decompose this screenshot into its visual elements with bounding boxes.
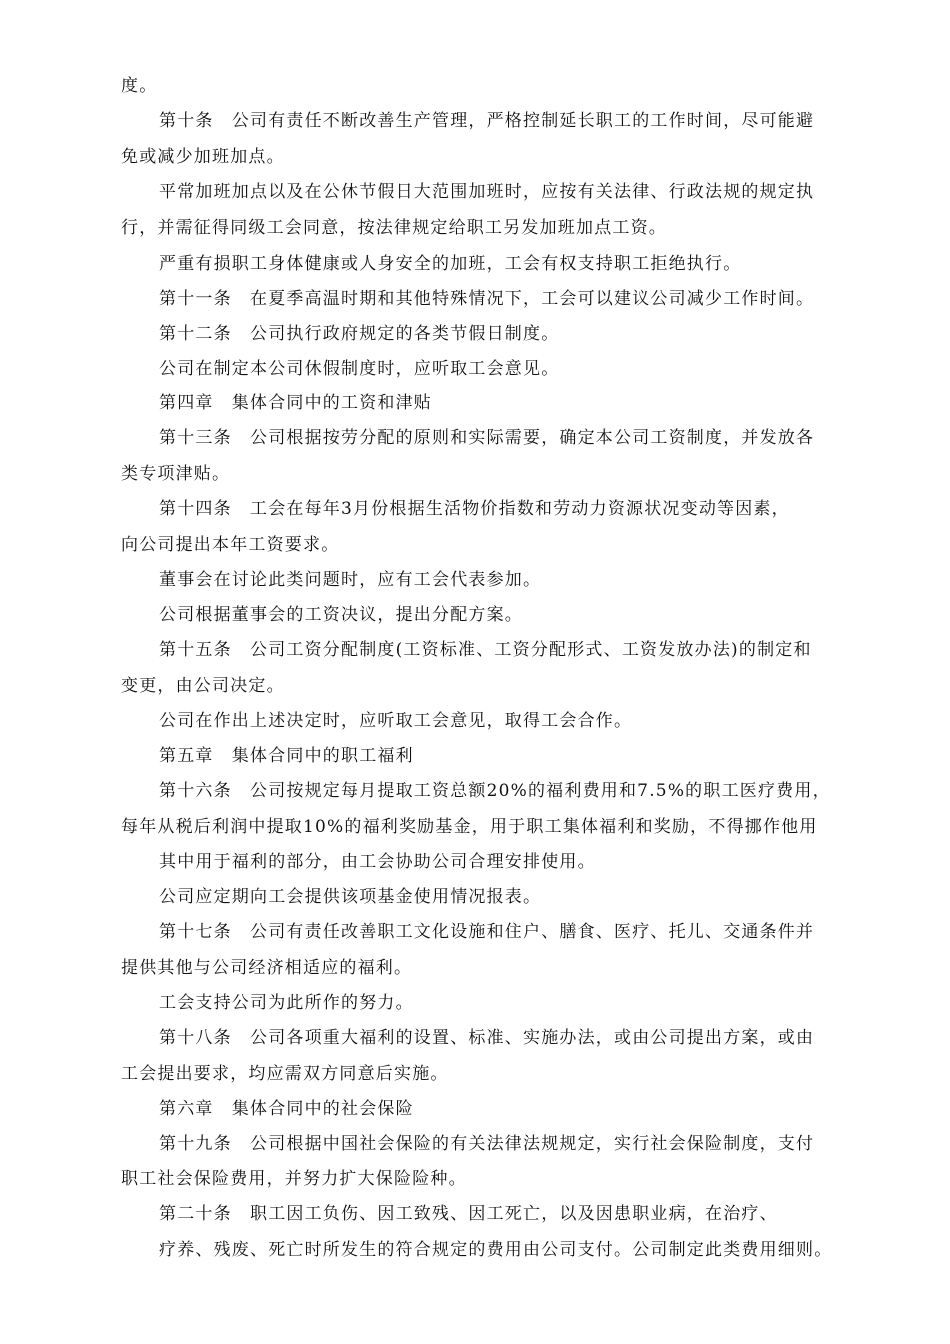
text-line: 第十一条 在夏季高温时期和其他特殊情况下，工会可以建议公司减少工作时间。 [159, 289, 815, 309]
chapter-heading: 第五章 集体合同中的职工福利 [159, 746, 414, 766]
text-line: 公司应定期向工会提供该项基金使用情况报表。 [159, 887, 542, 907]
text-line: 第二十条 职工因工负伤、因工致残、因工死亡，以及因患职业病，在治疗、 [159, 1204, 778, 1224]
text-line: 工会提出要求，均应需双方同意后实施。 [121, 1064, 449, 1084]
text-line: 公司在制定本公司休假制度时，应听取工会意见。 [159, 359, 560, 379]
text-line: 提供其他与公司经济相适应的福利。 [121, 958, 413, 978]
text-line: 职工社会保险费用，并努力扩大保险险种。 [121, 1169, 467, 1189]
text-line: 免或减少加班加点。 [121, 147, 285, 167]
text-line: 董事会在讨论此类问题时，应有工会代表参加。 [159, 570, 542, 590]
text-line: 公司根据董事会的工资决议，提出分配方案。 [159, 605, 523, 625]
text-line: 第十条 公司有责任不断改善生产管理，严格控制延长职工的工作时间，尽可能避 [159, 111, 815, 131]
chapter-heading: 第六章 集体合同中的社会保险 [159, 1099, 414, 1119]
text-line: 第十四条 工会在每年3月份根据生活物价指数和劳动力资源状况变动等因素， [159, 499, 790, 519]
text-line: 向公司提出本年工资要求。 [121, 535, 340, 555]
text-line: 行，并需征得同级工会同意，按法律规定给职工另发加班加点工资。 [121, 218, 667, 238]
text-line: 第十九条 公司根据中国社会保险的有关法律法规规定，实行社会保险制度，支付 [159, 1134, 815, 1154]
text-line: 类专项津贴。 [121, 464, 231, 484]
text-line: 平常加班加点以及在公休节假日大范围加班时，应按有关法律、行政法规的规定执 [159, 182, 815, 202]
text-line: 第十二条 公司执行政府规定的各类节假日制度。 [159, 324, 560, 344]
text-line: 第十三条 公司根据按劳分配的原则和实际需要，确定本公司工资制度，并发放各 [159, 428, 815, 448]
text-line: 疗养、残废、死亡时所发生的符合规定的费用由公司支付。公司制定此类费用细则。 [159, 1240, 833, 1260]
text-line: 每年从税后利润中提取10%的福利奖励基金，用于职工集体福利和奖励，不得挪作他用 [121, 817, 818, 837]
text-line: 其中用于福利的部分，由工会协助公司合理安排使用。 [159, 852, 596, 872]
text-line: 严重有损职工身体健康或人身安全的加班，工会有权支持职工拒绝执行。 [159, 254, 742, 274]
text-line: 工会支持公司为此所作的努力。 [159, 993, 414, 1013]
text-line: 度。 [121, 76, 158, 96]
text-line: 公司在作出上述决定时，应听取工会意见，取得工会合作。 [159, 711, 633, 731]
chapter-heading: 第四章 集体合同中的工资和津贴 [159, 393, 432, 413]
text-line: 第十七条 公司有责任改善职工文化设施和住户、膳食、医疗、托儿、交通条件并 [159, 922, 815, 942]
text-line: 第十五条 公司工资分配制度(工资标准、工资分配形式、工资发放办法)的制定和 [159, 640, 812, 660]
text-line: 第十八条 公司各项重大福利的设置、标准、实施办法，或由公司提出方案，或由 [159, 1028, 815, 1048]
text-line: 变更，由公司决定。 [121, 676, 285, 696]
text-line: 第十六条 公司按规定每月提取工资总额20%的福利费用和7.5%的职工医疗费用， [159, 781, 831, 801]
